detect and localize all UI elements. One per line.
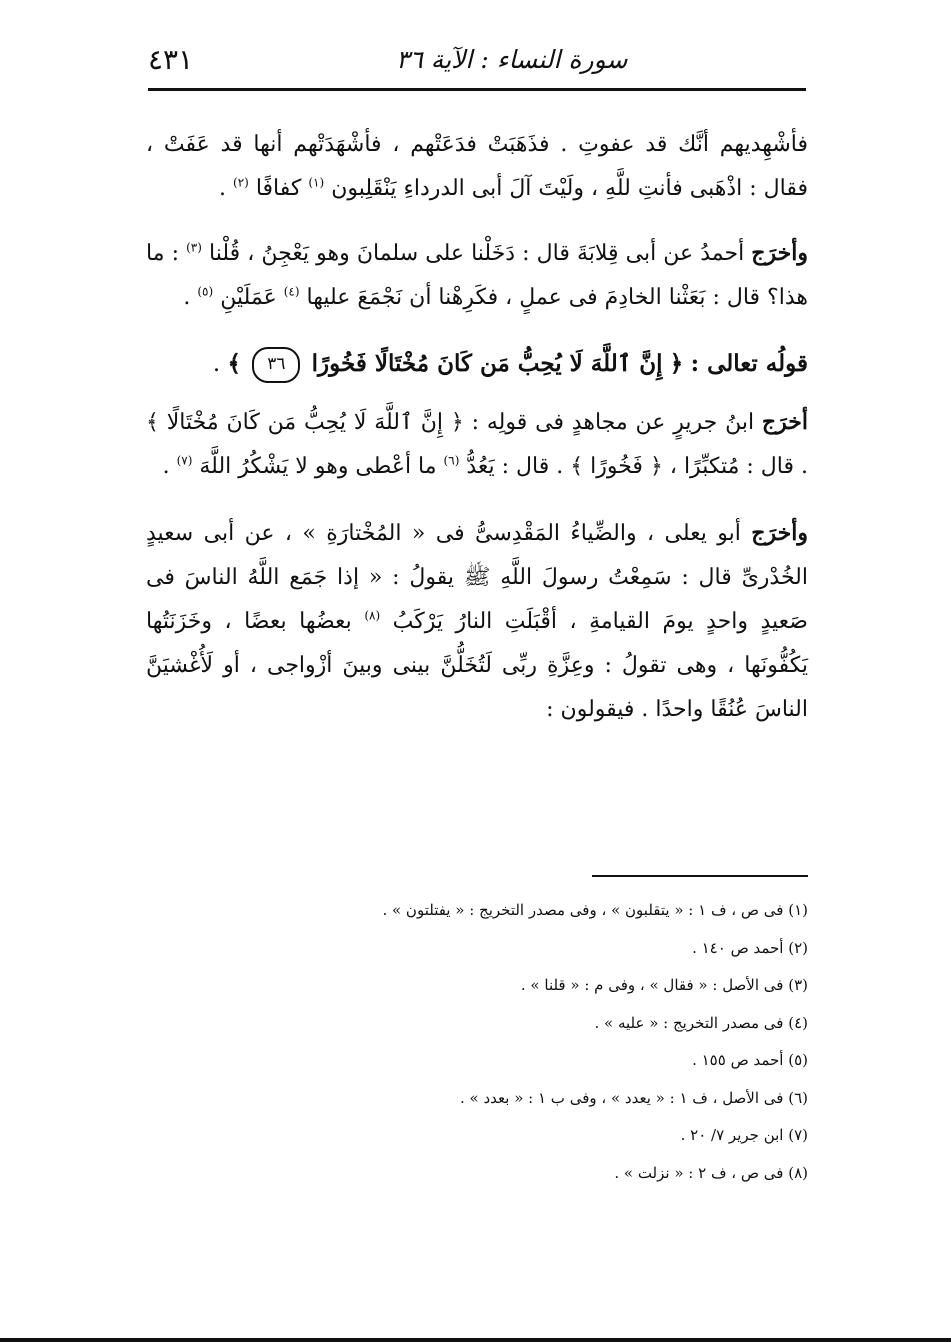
quran-verse-text: إِنَّ ٱللَّهَ لَا يُحِبُّ مَن كَانَ مُخْتَالًا فَخُورًا bbox=[311, 350, 663, 377]
footnote-reference: (٥) bbox=[197, 284, 214, 299]
footnote-reference: (٧) bbox=[176, 453, 193, 468]
footnote-4: (٤) فى مصدر التخريج : « عليه » . bbox=[594, 1013, 808, 1032]
footnote-reference: (١) bbox=[308, 175, 325, 190]
paragraph-text: أبو يعلى ، والضِّياءُ المَقْدِسىُّ فى « المُخْتارَةِ » ، عن أبى سعيدٍ الخُدْرىِّ قال : سَمِعْتُ رسولَ اللَّهِ ﷺ يقولُ : « إذا جَمَع اللَّهُ الناسَ فى صَعيدٍ واحدٍ يومَ القيامةِ ، أقْبَلَتِ النارُ يَرْكَبُ bbox=[146, 521, 808, 634]
footnote-reference: (٣) bbox=[186, 240, 202, 255]
verse-heading bbox=[146, 342, 808, 386]
verse-heading-label: قولُه تعالى : bbox=[690, 350, 808, 377]
page-number: ٤٣١ bbox=[148, 43, 194, 76]
paragraph-text: . bbox=[162, 454, 170, 479]
paragraph-text: . قال : مُتكبِّرًا ، bbox=[669, 454, 808, 479]
verse-heading-end: . bbox=[212, 351, 221, 377]
paragraph-text: . bbox=[183, 285, 191, 310]
paragraph-lead-word: أخرَج bbox=[761, 409, 808, 435]
paragraph-text: عَمَلَيْنِ bbox=[220, 285, 277, 310]
footnote-7: (٧) ابن جرير ٧/ ٢٠ . bbox=[680, 1126, 808, 1144]
paragraph-text: . قال : يَعُدُّ bbox=[466, 454, 564, 479]
paragraph-text: أحمدُ عن أبى قِلابَةَ قال : دَخَلْنا على سلمانَ وهو يَعْجِنُ ، قُلْنا bbox=[209, 241, 745, 266]
footnote-reference: (٤) bbox=[283, 284, 300, 299]
paragraph-forgiveness bbox=[146, 123, 808, 211]
paragraph-lead-word: وأخرَج bbox=[751, 520, 808, 546]
footnote-2: (٢) أحمد ص ١٤٠ . bbox=[692, 938, 808, 957]
paragraph-text: . bbox=[219, 176, 226, 201]
paragraph-text: كفافًا bbox=[255, 176, 302, 201]
paragraph-abu-qilaba bbox=[146, 231, 808, 320]
footnote-8: (٨) فى ص ، ف ٢ : « نزلت » . bbox=[614, 1163, 808, 1182]
footnote-reference: (٦) bbox=[443, 453, 460, 468]
paragraph-text: بعضُها بعضًا ، وخَزَنَتُها يَكُفُّونَها ، وهى تقولُ : وعِزَّةِ ربِّى لَتُخَلُّنَّ بينى وبينَ أزْواجى ، أو لَأُغْشيَنَّ الناسَ عُنُقًا واحدًا . فيقولون : bbox=[146, 609, 808, 722]
quran-quote: ﴿ فَخُورًا ﴾ bbox=[570, 454, 663, 479]
footnote-5: (٥) أحمد ص ١٥٥ . bbox=[692, 1051, 808, 1069]
ayah-number-badge: ٣٦ bbox=[252, 347, 300, 383]
bottom-edge-rule bbox=[0, 1338, 951, 1342]
page-header bbox=[148, 40, 804, 80]
footnote-1: (١) فى ص ، ف ١ : « يتقلبون » ، وفى مصدر التخريج : « يفتلتون » . bbox=[382, 901, 808, 919]
ornamental-open-brace: ﴿ bbox=[669, 350, 684, 377]
footnote-6: (٦) فى الأصل ، ف ١ : « يعدد » ، وفى ب ١ : « بعدد » . bbox=[459, 1088, 808, 1107]
header-rule bbox=[148, 88, 806, 91]
footnotes-list bbox=[296, 892, 808, 1192]
quran-quote: ﴿ إِنَّ ٱللَّهَ لَا يُحِبُّ مَن كَانَ مُخْتَالًا ﴾ bbox=[146, 410, 464, 435]
paragraph-text: : ما هذا؟ قال : بَعَثْنا الخادِمَ فى عملٍ ، فكَرِهْنا أن نَجْمَعَ عليها bbox=[146, 241, 808, 310]
paragraph-text: ما أعْطى وهو لا يَشْكُرُ اللَّهَ bbox=[199, 454, 437, 479]
main-text bbox=[146, 123, 808, 754]
paragraph-abu-said bbox=[146, 511, 808, 732]
footnote-reference: (٢) bbox=[233, 175, 249, 190]
running-title: سورة النساء : الآية ٣٦ bbox=[396, 45, 628, 74]
footnote-reference: (٨) bbox=[364, 608, 381, 623]
paragraph-mujahid bbox=[146, 400, 808, 489]
paragraph-lead-word: وأخرَج bbox=[751, 240, 808, 266]
paragraph-text: فأشْهِديهم أنَّك قد عفوتِ . فذَهَبَتْ فدَعَتْهم ، فأشْهَدَتْهم أنها قد عَفَتْ ، فقال : اذْهَبى فأنتِ للَّهِ ، ولَيْتَ آلَ أبى الدرداءِ يَنْقَلِبون bbox=[146, 132, 808, 201]
footnote-3: (٣) فى الأصل : « فقال » ، وفى م : « قلنا » . bbox=[520, 976, 808, 994]
paragraph-text: ابنُ جريرٍ عن مجاهدٍ فى قولِه : bbox=[471, 410, 755, 435]
ornamental-close-brace: ﴾ bbox=[227, 350, 242, 377]
footnote-separator bbox=[592, 875, 808, 877]
